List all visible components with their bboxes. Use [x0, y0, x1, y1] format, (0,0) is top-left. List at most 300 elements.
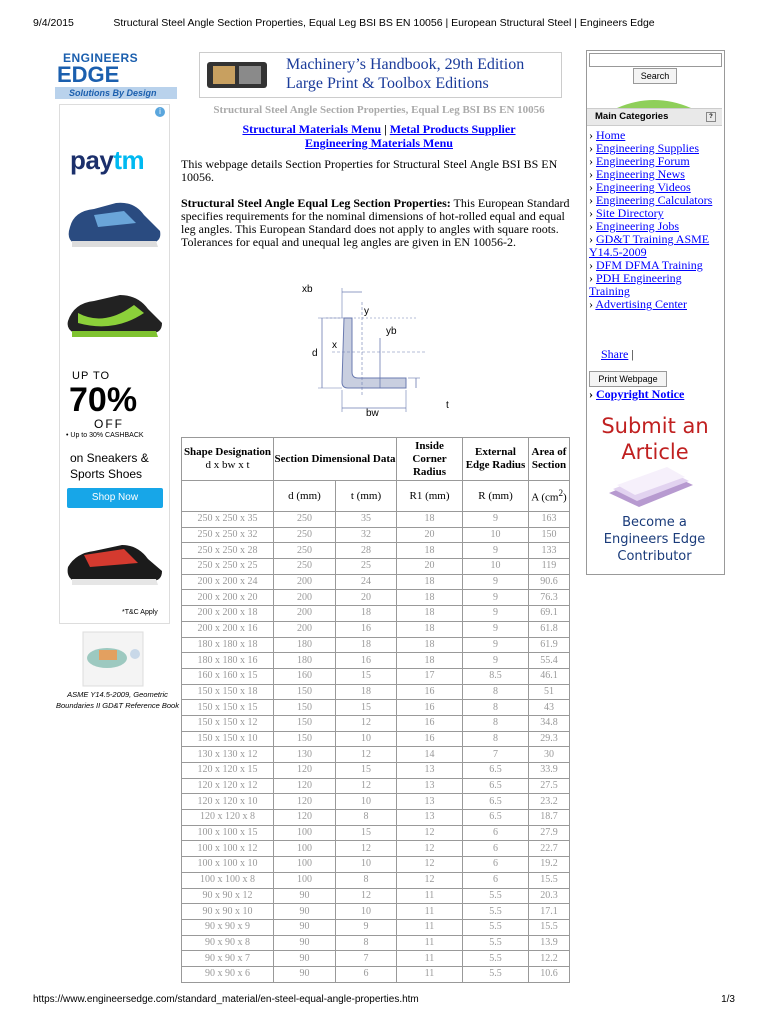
table-cell: 10 [336, 857, 397, 873]
submit-line1: Submit an [601, 414, 709, 438]
table-cell: 200 [274, 574, 336, 590]
table-cell: 20 [397, 527, 463, 543]
table-cell: 11 [397, 904, 463, 920]
table-cell: 15 [336, 700, 397, 716]
table-cell: 18 [397, 512, 463, 528]
table-cell: 16 [397, 684, 463, 700]
table-cell: 10 [463, 527, 529, 543]
search-input[interactable] [589, 53, 722, 67]
nav-arrow-icon: › [589, 193, 596, 207]
sub-r: R (mm) [463, 481, 529, 512]
table-cell: 61.9 [529, 637, 570, 653]
table-cell: 160 x 160 x 15 [182, 668, 274, 684]
nav-arrow-icon: › [589, 154, 596, 168]
nav-arrow-icon: › [589, 128, 596, 142]
nav-arrow-icon: › [589, 232, 596, 246]
table-cell: 18 [336, 684, 397, 700]
nav-link[interactable]: Engineering Forum [596, 154, 690, 168]
table-cell: 12.2 [529, 951, 570, 967]
table-cell: 200 x 200 x 16 [182, 621, 274, 637]
table-cell: 5.5 [463, 904, 529, 920]
nav-link[interactable]: Home [596, 128, 626, 142]
table-cell: 51 [529, 684, 570, 700]
label-d: d [312, 348, 318, 359]
table-cell: 43 [529, 700, 570, 716]
table-cell: 20 [336, 590, 397, 606]
table-cell: 10 [336, 794, 397, 810]
sub-t: t (mm) [336, 481, 397, 512]
header-area: Area of Section [529, 438, 570, 481]
breadcrumb-links [181, 122, 577, 137]
table-row [182, 794, 570, 810]
table-cell: 17.1 [529, 904, 570, 920]
table-cell: 100 x 100 x 15 [182, 825, 274, 841]
table-cell: 12 [397, 857, 463, 873]
table-cell: 27.5 [529, 778, 570, 794]
print-webpage-button[interactable]: Print Webpage [589, 371, 667, 387]
nav-link[interactable]: PDH Engineering Training [589, 271, 682, 298]
asme-caption-line1: ASME Y14.5-2009, Geometric [67, 690, 168, 699]
table-cell: 250 [274, 543, 336, 559]
book-cover-image [55, 628, 180, 688]
table-cell: 100 [274, 857, 336, 873]
asme-book-ad[interactable] [55, 628, 180, 713]
table-cell: 18 [397, 606, 463, 622]
breadcrumb-links-2 [181, 136, 577, 151]
collapse-icon[interactable]: ? [706, 112, 716, 122]
nav-arrow-icon: › [589, 167, 596, 181]
table-cell: 27.9 [529, 825, 570, 841]
sneaker-image-3 [64, 535, 164, 595]
label-y: y [364, 306, 369, 317]
table-cell: 19.2 [529, 857, 570, 873]
table-cell: 17 [397, 668, 463, 684]
table-cell: 100 x 100 x 12 [182, 841, 274, 857]
table-cell: 18 [397, 543, 463, 559]
table-cell: 18 [397, 637, 463, 653]
table-cell: 16 [397, 731, 463, 747]
print-url: https://www.engineersedge.com/standard_material/en-steel-equal-angle-properties.htm [33, 994, 419, 1005]
table-cell: 120 [274, 763, 336, 779]
table-cell: 16 [397, 700, 463, 716]
engineering-materials-menu-link[interactable]: Engineering Materials Menu [305, 136, 453, 150]
table-cell: 90 x 90 x 6 [182, 966, 274, 982]
table-row [182, 825, 570, 841]
table-cell: 100 [274, 841, 336, 857]
table-cell: 90 x 90 x 8 [182, 935, 274, 951]
intro-paragraph: This webpage details Section Properties for Structural Steel Angle BSI BS EN 10056. [181, 157, 558, 184]
table-row [182, 935, 570, 951]
nav-item [589, 298, 722, 311]
table-cell: 10 [336, 731, 397, 747]
table-cell: 5.5 [463, 919, 529, 935]
nav-arrow-icon: › [589, 271, 596, 285]
table-cell: 15 [336, 825, 397, 841]
table-cell: 180 [274, 637, 336, 653]
nav-item [589, 233, 722, 259]
nav-link[interactable]: Site Directory [596, 206, 664, 220]
table-row [182, 590, 570, 606]
page-number: 1/3 [721, 994, 735, 1005]
become-line1: Become a [622, 515, 687, 530]
structural-materials-menu-link[interactable]: Structural Materials Menu [242, 122, 382, 136]
table-cell: 200 [274, 590, 336, 606]
table-cell: 25 [336, 559, 397, 575]
share-link[interactable]: Share [601, 347, 629, 361]
label-t: t [446, 400, 449, 411]
table-cell: 55.4 [529, 653, 570, 669]
nav-link[interactable]: Engineering Calculators [596, 193, 713, 207]
table-cell: 15.5 [529, 919, 570, 935]
nav-arrow-icon: › [589, 180, 596, 194]
table-cell: 120 [274, 794, 336, 810]
handbook-photo [203, 56, 277, 92]
sub-r1: R1 (mm) [397, 481, 463, 512]
table-cell: 8 [463, 731, 529, 747]
table-cell: 8 [463, 684, 529, 700]
submit-line2: Article [621, 440, 689, 464]
table-cell: 35 [336, 512, 397, 528]
table-cell: 69.1 [529, 606, 570, 622]
table-cell: 11 [397, 935, 463, 951]
table-cell: 24 [336, 574, 397, 590]
section-properties-table [181, 437, 570, 983]
nav-arrow-icon: › [589, 141, 596, 155]
brand-a: pay [70, 145, 114, 175]
table-cell: 18 [397, 653, 463, 669]
table-cell: 9 [463, 637, 529, 653]
shop-now-button[interactable]: Shop Now [67, 488, 163, 508]
label-bw: bw [366, 408, 379, 418]
table-row [182, 653, 570, 669]
share-area [601, 347, 634, 362]
table-cell: 6 [463, 841, 529, 857]
copyright-notice-link[interactable]: Copyright Notice [596, 387, 685, 401]
page-title: Structural Steel Angle Section Properties, Equal Leg BSI BS EN 10056 [213, 104, 545, 116]
table-cell: 200 [274, 606, 336, 622]
logo-line2: EDGE [57, 62, 120, 87]
site-logo[interactable] [55, 52, 180, 96]
right-sidebar [586, 50, 725, 575]
table-cell: 90 [274, 966, 336, 982]
header-dim: Section Dimensional Data [274, 438, 397, 481]
table-cell: 90.6 [529, 574, 570, 590]
table-cell: 6 [463, 857, 529, 873]
become-line3: Contributor [617, 549, 692, 564]
table-row [182, 810, 570, 826]
table-row [182, 606, 570, 622]
ad-cashback: • Up to 30% CASHBACK [66, 432, 144, 439]
become-line2: Engineers Edge [603, 532, 706, 547]
nav-link[interactable]: Engineering News [596, 167, 685, 181]
table-cell: 13 [397, 778, 463, 794]
sub-d: d (mm) [274, 481, 336, 512]
label-xb: xb [302, 284, 313, 295]
category-nav [589, 129, 722, 311]
table-cell: 46.1 [529, 668, 570, 684]
nav-link[interactable]: Engineering Videos [596, 180, 691, 194]
table-row [182, 684, 570, 700]
table-row [182, 872, 570, 888]
table-cell: 18 [336, 606, 397, 622]
table-cell: 250 [274, 512, 336, 528]
nav-link[interactable]: Engineering Supplies [596, 141, 699, 155]
table-cell: 250 [274, 559, 336, 575]
table-row [182, 966, 570, 982]
table-cell: 150 x 150 x 15 [182, 700, 274, 716]
header-external: External Edge Radius [463, 438, 529, 481]
table-cell: 120 x 120 x 10 [182, 794, 274, 810]
table-row [182, 637, 570, 653]
table-cell: 100 x 100 x 8 [182, 872, 274, 888]
main-categories-label: Main Categories [595, 111, 669, 122]
table-cell: 10.6 [529, 966, 570, 982]
table-cell: 9 [463, 653, 529, 669]
table-cell: 200 x 200 x 18 [182, 606, 274, 622]
table-cell: 9 [463, 606, 529, 622]
table-cell: 120 [274, 810, 336, 826]
nav-link[interactable]: GD&T Training ASME Y14.5-2009 [589, 232, 710, 259]
table-cell: 12 [336, 778, 397, 794]
sub-blank [182, 481, 274, 512]
table-cell: 150 [529, 527, 570, 543]
table-cell: 16 [336, 621, 397, 637]
sneaker-image-1 [64, 197, 164, 257]
table-cell: 12 [336, 841, 397, 857]
table-cell: 120 x 120 x 12 [182, 778, 274, 794]
table-row [182, 841, 570, 857]
table-cell: 180 [274, 653, 336, 669]
ad-copy-line1: on Sneakers & [70, 451, 149, 465]
table-cell: 11 [397, 888, 463, 904]
banner-line1: Machinery’s Handbook, 29th Edition [286, 56, 525, 73]
table-cell: 61.8 [529, 621, 570, 637]
nav-arrow-icon: › [589, 297, 596, 311]
table-cell: 18 [397, 590, 463, 606]
table-cell: 90 x 90 x 7 [182, 951, 274, 967]
table-cell: 250 x 250 x 32 [182, 527, 274, 543]
table-cell: 29.3 [529, 731, 570, 747]
table-cell: 6 [463, 825, 529, 841]
table-cell: 200 [274, 621, 336, 637]
table-cell: 9 [463, 590, 529, 606]
banner-line2: Large Print & Toolbox Editions [286, 75, 489, 92]
table-cell: 9 [463, 543, 529, 559]
table-cell: 5.5 [463, 888, 529, 904]
table-cell: 6.5 [463, 763, 529, 779]
asme-caption-line2: Boundaries II GD&T Reference Book [56, 701, 179, 710]
metal-products-supplier-link[interactable]: Metal Products Supplier [389, 122, 516, 136]
table-cell: 18.7 [529, 810, 570, 826]
table-row [182, 668, 570, 684]
table-cell: 34.8 [529, 715, 570, 731]
table-cell: 33.9 [529, 763, 570, 779]
table-cell: 6.5 [463, 794, 529, 810]
table-cell: 119 [529, 559, 570, 575]
table-cell: 9 [463, 621, 529, 637]
table-cell: 8 [463, 700, 529, 716]
table-cell: 14 [397, 747, 463, 763]
label-x: x [332, 340, 337, 351]
table-cell: 180 x 180 x 18 [182, 637, 274, 653]
ad-upto: UP TO [72, 370, 111, 382]
ad-off: OFF [94, 417, 124, 431]
table-cell: 130 x 130 x 12 [182, 747, 274, 763]
table-row [182, 559, 570, 575]
nav-arrow-icon: › [589, 258, 596, 272]
ad-terms: *T&C Apply [122, 609, 158, 616]
paper-stack-image [603, 463, 697, 511]
table-cell: 150 x 150 x 10 [182, 731, 274, 747]
table-cell: 163 [529, 512, 570, 528]
table-row [182, 904, 570, 920]
description-paragraph [181, 197, 577, 249]
nav-item [589, 272, 722, 298]
table-cell: 10 [336, 904, 397, 920]
nav-link[interactable]: Advertising Center [595, 297, 687, 311]
table-cell: 250 x 250 x 25 [182, 559, 274, 575]
table-row [182, 919, 570, 935]
table-cell: 13 [397, 794, 463, 810]
table-row [182, 512, 570, 528]
nav-link[interactable]: Engineering Jobs [596, 219, 679, 233]
table-cell: 6 [463, 872, 529, 888]
table-cell: 13 [397, 763, 463, 779]
table-cell: 200 x 200 x 24 [182, 574, 274, 590]
table-row [182, 778, 570, 794]
table-cell: 9 [336, 919, 397, 935]
table-row [182, 857, 570, 873]
header-shape-sub: d x bw x t [205, 459, 250, 471]
table-cell: 15 [336, 763, 397, 779]
table-cell: 8 [336, 935, 397, 951]
sub-a-close: ) [563, 491, 567, 504]
table-cell: 7 [463, 747, 529, 763]
table-cell: 90 [274, 904, 336, 920]
table-cell: 8 [336, 872, 397, 888]
nav-arrow-icon: › [589, 206, 596, 220]
table-cell: 120 [274, 778, 336, 794]
table-row [182, 747, 570, 763]
link-separator: | [381, 122, 390, 136]
description-text: This European Standard specifies requirements for the nominal dimensions of hot-rolled equal and equal leg angles. This European Standard does not apply to angles with square roots. Tolerances for equal and unequal leg angles are given in EN 10056-2. [181, 196, 570, 249]
print-date: 9/4/2015 [33, 17, 74, 29]
submit-article-heading[interactable] [595, 413, 715, 465]
header-shape-label: Shape Designation [183, 446, 272, 458]
sub-a-exp: 2 [558, 488, 564, 499]
table-cell: 250 x 250 x 28 [182, 543, 274, 559]
table-cell: 90 [274, 951, 336, 967]
ad-copy-line2: Sports Shoes [70, 467, 143, 481]
table-cell: 16 [397, 715, 463, 731]
table-cell: 150 [274, 684, 336, 700]
search-button[interactable]: Search [633, 68, 677, 84]
table-cell: 13.9 [529, 935, 570, 951]
description-bold: Structural Steel Angle Equal Leg Section Properties: [181, 196, 451, 210]
table-cell: 15 [336, 668, 397, 684]
table-cell: 11 [397, 919, 463, 935]
logo-tagline: Solutions By Design [55, 87, 177, 99]
table-cell: 9 [463, 512, 529, 528]
table-cell: 16 [336, 653, 397, 669]
table-cell: 90 x 90 x 10 [182, 904, 274, 920]
table-cell: 12 [397, 825, 463, 841]
table-cell: 150 [274, 700, 336, 716]
table-cell: 250 x 250 x 35 [182, 512, 274, 528]
table-cell: 90 [274, 888, 336, 904]
table-cell: 150 [274, 731, 336, 747]
sneaker-image-2 [64, 287, 164, 347]
table-cell: 32 [336, 527, 397, 543]
table-cell: 11 [397, 966, 463, 982]
table-row [182, 731, 570, 747]
table-cell: 12 [397, 872, 463, 888]
ad-copy [70, 450, 149, 482]
table-cell: 100 [274, 872, 336, 888]
table-cell: 90 [274, 919, 336, 935]
nav-link[interactable]: DFM DFMA Training [596, 258, 703, 272]
table-cell: 8 [463, 715, 529, 731]
table-row [182, 621, 570, 637]
table-cell: 20 [397, 559, 463, 575]
table-row [182, 700, 570, 716]
table-cell: 23.2 [529, 794, 570, 810]
header-inside: Inside Corner Radius [397, 438, 463, 481]
table-cell: 100 x 100 x 10 [182, 857, 274, 873]
sub-a [529, 481, 570, 512]
table-cell: 8.5 [463, 668, 529, 684]
table-cell: 12 [336, 888, 397, 904]
table-cell: 100 [274, 825, 336, 841]
table-cell: 30 [529, 747, 570, 763]
table-cell: 150 [274, 715, 336, 731]
table-cell: 28 [336, 543, 397, 559]
table-cell: 90 [274, 935, 336, 951]
decorative-arc [617, 96, 691, 108]
table-cell: 133 [529, 543, 570, 559]
table-row [182, 527, 570, 543]
table-cell: 5.5 [463, 935, 529, 951]
sub-a-label: A (cm [531, 491, 559, 504]
logo-line1: ENGINEERS [63, 51, 139, 65]
table-cell: 8 [336, 810, 397, 826]
left-ad-banner[interactable] [59, 104, 170, 624]
become-contributor-text[interactable] [587, 514, 722, 565]
table-cell: 5.5 [463, 966, 529, 982]
table-cell: 10 [463, 559, 529, 575]
table-cell: 160 [274, 668, 336, 684]
main-categories-header [587, 108, 722, 126]
ad-percent: 70% [69, 381, 138, 419]
table-cell: 11 [397, 951, 463, 967]
table-cell: 90 x 90 x 12 [182, 888, 274, 904]
table-row [182, 951, 570, 967]
table-cell: 6 [336, 966, 397, 982]
label-yb: yb [386, 326, 397, 337]
table-cell: 12 [336, 715, 397, 731]
table-cell: 90 x 90 x 9 [182, 919, 274, 935]
table-cell: 130 [274, 747, 336, 763]
angle-section-diagram [296, 278, 460, 418]
table-cell: 18 [397, 621, 463, 637]
table-cell: 250 [274, 527, 336, 543]
table-cell: 20.3 [529, 888, 570, 904]
machinery-handbook-banner[interactable] [199, 52, 562, 98]
ad-info-icon[interactable]: i [155, 107, 165, 117]
table-cell: 6.5 [463, 810, 529, 826]
asme-caption [55, 689, 180, 711]
table-cell: 12 [336, 747, 397, 763]
